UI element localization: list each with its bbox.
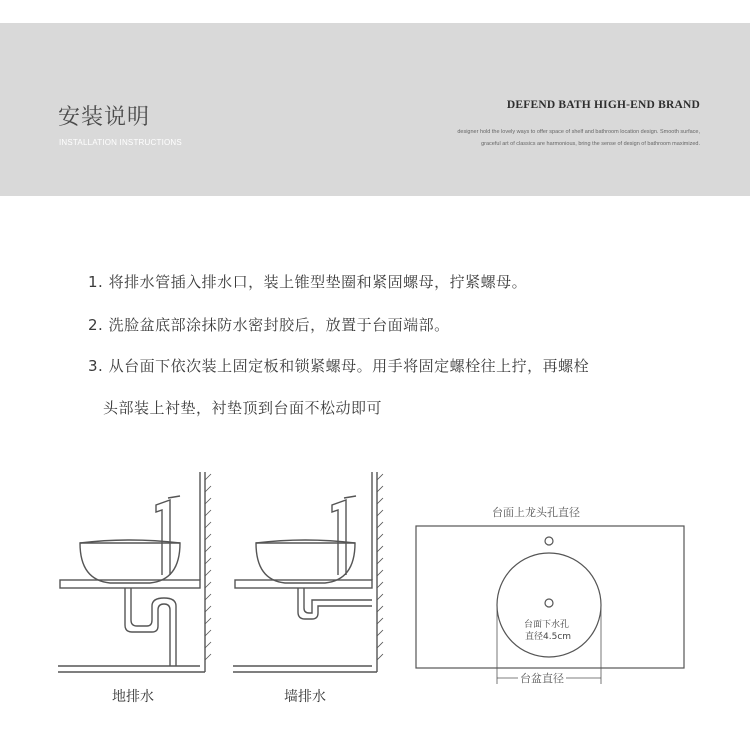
countertop-top-view — [416, 526, 684, 684]
step-3: 3. 从台面下依次装上固定板和锁紧螺母。用手将固定螺栓往上拧，再螺栓 — [88, 357, 590, 375]
step-2: 2. 洗脸盆底部涂抹防水密封胶后，放置于台面端部。 — [88, 316, 450, 334]
basin-diameter-label: 台盆直径 — [520, 672, 564, 685]
page-subtitle: INSTALLATION INSTRUCTIONS — [59, 138, 182, 147]
brand-name: DEFEND BATH HIGH-END BRAND — [506, 99, 700, 111]
step-1: 1. 将排水管插入排水口，装上锥型垫圈和紧固螺母，拧紧螺母。 — [88, 273, 528, 291]
floor-drain-caption: 地排水 — [112, 689, 154, 705]
page-title: 安装说明 — [58, 105, 151, 130]
drain-hole-diameter: 直径4.5cm — [525, 632, 572, 642]
wall-drain-caption: 墙排水 — [284, 689, 326, 705]
tagline-line-1: designer hold the lovely ways to offer space of shelf and bathroom location design. Smooth surface, — [457, 129, 700, 135]
wall-drain-diagram — [233, 472, 383, 672]
drain-hole-label: 台面下水孔 — [524, 620, 570, 630]
tagline-line-2: graceful art of classics are harmonious, bring the sense of design of bathroom maximized. — [481, 141, 700, 147]
step-3-continued: 头部装上衬垫，衬垫顶到台面不松动即可 — [103, 399, 383, 417]
faucet-hole-label: 台面上龙头孔直径 — [492, 506, 580, 519]
floor-drain-diagram — [58, 472, 211, 672]
